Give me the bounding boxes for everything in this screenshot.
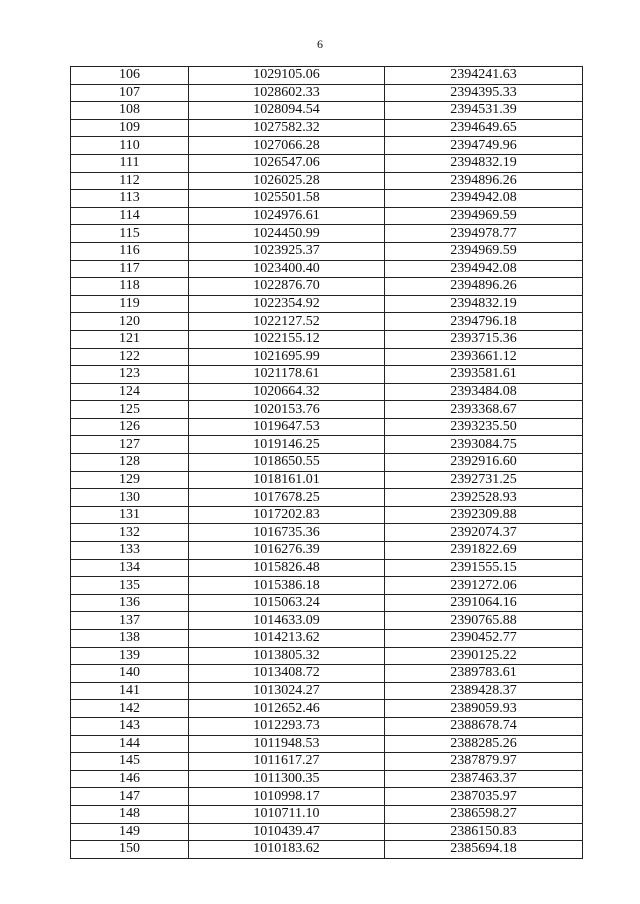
- y-coordinate-cell: 2393235.50: [385, 418, 583, 436]
- y-coordinate-cell: 2393484.08: [385, 383, 583, 401]
- y-coordinate-cell: 2391064.16: [385, 594, 583, 612]
- y-coordinate-cell: 2387035.97: [385, 788, 583, 806]
- table-row: [71, 735, 583, 753]
- x-coordinate-cell: 1020153.76: [189, 401, 385, 419]
- point-number-cell: 106: [71, 67, 189, 85]
- table-row: [71, 524, 583, 542]
- point-number-cell: 122: [71, 348, 189, 366]
- point-number-cell: 120: [71, 313, 189, 331]
- table-row: [71, 841, 583, 859]
- point-number-cell: 124: [71, 383, 189, 401]
- x-coordinate-cell: 1026025.28: [189, 172, 385, 190]
- y-coordinate-cell: 2386598.27: [385, 805, 583, 823]
- table-row: [71, 647, 583, 665]
- table-row: [71, 154, 583, 172]
- y-coordinate-cell: 2394942.08: [385, 190, 583, 208]
- x-coordinate-cell: 1010183.62: [189, 841, 385, 859]
- y-coordinate-cell: 2394978.77: [385, 225, 583, 243]
- table-row: [71, 788, 583, 806]
- y-coordinate-cell: 2394832.19: [385, 154, 583, 172]
- table-row: [71, 172, 583, 190]
- point-number-cell: 111: [71, 154, 189, 172]
- table-row: [71, 717, 583, 735]
- table-row: [71, 225, 583, 243]
- point-number-cell: 150: [71, 841, 189, 859]
- point-number-cell: 144: [71, 735, 189, 753]
- x-coordinate-cell: 1028094.54: [189, 102, 385, 120]
- x-coordinate-cell: 1017202.83: [189, 506, 385, 524]
- table-row: [71, 682, 583, 700]
- x-coordinate-cell: 1013408.72: [189, 665, 385, 683]
- x-coordinate-cell: 1021695.99: [189, 348, 385, 366]
- x-coordinate-cell: 1016735.36: [189, 524, 385, 542]
- table-row: [71, 489, 583, 507]
- y-coordinate-cell: 2393715.36: [385, 330, 583, 348]
- table-row: [71, 313, 583, 331]
- table-row: [71, 506, 583, 524]
- table-row: [71, 700, 583, 718]
- table-row: [71, 559, 583, 577]
- point-number-cell: 112: [71, 172, 189, 190]
- x-coordinate-cell: 1026547.06: [189, 154, 385, 172]
- y-coordinate-cell: 2391822.69: [385, 542, 583, 560]
- y-coordinate-cell: 2393084.75: [385, 436, 583, 454]
- point-number-cell: 108: [71, 102, 189, 120]
- y-coordinate-cell: 2394649.65: [385, 119, 583, 137]
- table-row: [71, 278, 583, 296]
- y-coordinate-cell: 2394896.26: [385, 172, 583, 190]
- point-number-cell: 136: [71, 594, 189, 612]
- y-coordinate-cell: 2390452.77: [385, 630, 583, 648]
- y-coordinate-cell: 2394832.19: [385, 295, 583, 313]
- y-coordinate-cell: 2394896.26: [385, 278, 583, 296]
- point-number-cell: 146: [71, 770, 189, 788]
- point-number-cell: 127: [71, 436, 189, 454]
- point-number-cell: 134: [71, 559, 189, 577]
- x-coordinate-cell: 1016276.39: [189, 542, 385, 560]
- table-row: [71, 242, 583, 260]
- x-coordinate-cell: 1015826.48: [189, 559, 385, 577]
- table-row: [71, 594, 583, 612]
- page-number: 6: [317, 37, 323, 51]
- point-number-cell: 138: [71, 630, 189, 648]
- point-number-cell: 131: [71, 506, 189, 524]
- table-row: [71, 542, 583, 560]
- point-number-cell: 130: [71, 489, 189, 507]
- table-row: [71, 612, 583, 630]
- table-row: [71, 366, 583, 384]
- table-row: [71, 330, 583, 348]
- point-number-cell: 142: [71, 700, 189, 718]
- x-coordinate-cell: 1014633.09: [189, 612, 385, 630]
- point-number-cell: 141: [71, 682, 189, 700]
- x-coordinate-cell: 1015386.18: [189, 577, 385, 595]
- point-number-cell: 110: [71, 137, 189, 155]
- x-coordinate-cell: 1017678.25: [189, 489, 385, 507]
- point-number-cell: 114: [71, 207, 189, 225]
- point-number-cell: 135: [71, 577, 189, 595]
- y-coordinate-cell: 2394749.96: [385, 137, 583, 155]
- table-row: [71, 348, 583, 366]
- coordinates-table: [70, 66, 583, 859]
- point-number-cell: 119: [71, 295, 189, 313]
- x-coordinate-cell: 1014213.62: [189, 630, 385, 648]
- y-coordinate-cell: 2392074.37: [385, 524, 583, 542]
- x-coordinate-cell: 1022127.52: [189, 313, 385, 331]
- point-number-cell: 117: [71, 260, 189, 278]
- table-row: [71, 67, 583, 85]
- point-number-cell: 125: [71, 401, 189, 419]
- x-coordinate-cell: 1028602.33: [189, 84, 385, 102]
- table-row: [71, 823, 583, 841]
- x-coordinate-cell: 1010439.47: [189, 823, 385, 841]
- point-number-cell: 137: [71, 612, 189, 630]
- x-coordinate-cell: 1012293.73: [189, 717, 385, 735]
- point-number-cell: 143: [71, 717, 189, 735]
- table-row: [71, 753, 583, 771]
- table-row: [71, 665, 583, 683]
- point-number-cell: 128: [71, 454, 189, 472]
- point-number-cell: 147: [71, 788, 189, 806]
- table-row: [71, 207, 583, 225]
- x-coordinate-cell: 1012652.46: [189, 700, 385, 718]
- y-coordinate-cell: 2394531.39: [385, 102, 583, 120]
- x-coordinate-cell: 1019647.53: [189, 418, 385, 436]
- point-number-cell: 133: [71, 542, 189, 560]
- x-coordinate-cell: 1027066.28: [189, 137, 385, 155]
- table-row: [71, 260, 583, 278]
- y-coordinate-cell: 2394395.33: [385, 84, 583, 102]
- point-number-cell: 107: [71, 84, 189, 102]
- y-coordinate-cell: 2387879.97: [385, 753, 583, 771]
- point-number-cell: 109: [71, 119, 189, 137]
- point-number-cell: 126: [71, 418, 189, 436]
- x-coordinate-cell: 1011948.53: [189, 735, 385, 753]
- x-coordinate-cell: 1022876.70: [189, 278, 385, 296]
- x-coordinate-cell: 1022354.92: [189, 295, 385, 313]
- y-coordinate-cell: 2393581.61: [385, 366, 583, 384]
- y-coordinate-cell: 2393368.67: [385, 401, 583, 419]
- table-row: [71, 770, 583, 788]
- x-coordinate-cell: 1029105.06: [189, 67, 385, 85]
- table-row: [71, 418, 583, 436]
- x-coordinate-cell: 1023400.40: [189, 260, 385, 278]
- x-coordinate-cell: 1023925.37: [189, 242, 385, 260]
- x-coordinate-cell: 1024450.99: [189, 225, 385, 243]
- y-coordinate-cell: 2388285.26: [385, 735, 583, 753]
- y-coordinate-cell: 2388678.74: [385, 717, 583, 735]
- x-coordinate-cell: 1011617.27: [189, 753, 385, 771]
- y-coordinate-cell: 2392916.60: [385, 454, 583, 472]
- x-coordinate-cell: 1027582.32: [189, 119, 385, 137]
- point-number-cell: 115: [71, 225, 189, 243]
- x-coordinate-cell: 1018161.01: [189, 471, 385, 489]
- table-row: [71, 137, 583, 155]
- table-row: [71, 805, 583, 823]
- y-coordinate-cell: 2390765.88: [385, 612, 583, 630]
- x-coordinate-cell: 1021178.61: [189, 366, 385, 384]
- point-number-cell: 116: [71, 242, 189, 260]
- table-row: [71, 630, 583, 648]
- point-number-cell: 123: [71, 366, 189, 384]
- table-row: [71, 295, 583, 313]
- point-number-cell: 149: [71, 823, 189, 841]
- y-coordinate-cell: 2385694.18: [385, 841, 583, 859]
- x-coordinate-cell: 1020664.32: [189, 383, 385, 401]
- y-coordinate-cell: 2389428.37: [385, 682, 583, 700]
- y-coordinate-cell: 2389783.61: [385, 665, 583, 683]
- point-number-cell: 145: [71, 753, 189, 771]
- y-coordinate-cell: 2390125.22: [385, 647, 583, 665]
- point-number-cell: 139: [71, 647, 189, 665]
- table-row: [71, 577, 583, 595]
- x-coordinate-cell: 1019146.25: [189, 436, 385, 454]
- x-coordinate-cell: 1018650.55: [189, 454, 385, 472]
- x-coordinate-cell: 1013805.32: [189, 647, 385, 665]
- table-row: [71, 436, 583, 454]
- y-coordinate-cell: 2389059.93: [385, 700, 583, 718]
- y-coordinate-cell: 2387463.37: [385, 770, 583, 788]
- y-coordinate-cell: 2393661.12: [385, 348, 583, 366]
- table-row: [71, 102, 583, 120]
- y-coordinate-cell: 2394942.08: [385, 260, 583, 278]
- table-row: [71, 119, 583, 137]
- x-coordinate-cell: 1025501.58: [189, 190, 385, 208]
- y-coordinate-cell: 2386150.83: [385, 823, 583, 841]
- table-row: [71, 454, 583, 472]
- table-row: [71, 383, 583, 401]
- x-coordinate-cell: 1015063.24: [189, 594, 385, 612]
- point-number-cell: 148: [71, 805, 189, 823]
- y-coordinate-cell: 2392528.93: [385, 489, 583, 507]
- x-coordinate-cell: 1011300.35: [189, 770, 385, 788]
- y-coordinate-cell: 2392731.25: [385, 471, 583, 489]
- y-coordinate-cell: 2394796.18: [385, 313, 583, 331]
- y-coordinate-cell: 2394969.59: [385, 207, 583, 225]
- point-number-cell: 118: [71, 278, 189, 296]
- x-coordinate-cell: 1010998.17: [189, 788, 385, 806]
- y-coordinate-cell: 2394969.59: [385, 242, 583, 260]
- x-coordinate-cell: 1010711.10: [189, 805, 385, 823]
- point-number-cell: 140: [71, 665, 189, 683]
- point-number-cell: 121: [71, 330, 189, 348]
- y-coordinate-cell: 2391555.15: [385, 559, 583, 577]
- point-number-cell: 132: [71, 524, 189, 542]
- point-number-cell: 113: [71, 190, 189, 208]
- table-row: [71, 401, 583, 419]
- y-coordinate-cell: 2391272.06: [385, 577, 583, 595]
- table-row: [71, 84, 583, 102]
- x-coordinate-cell: 1022155.12: [189, 330, 385, 348]
- table-row: [71, 190, 583, 208]
- x-coordinate-cell: 1024976.61: [189, 207, 385, 225]
- x-coordinate-cell: 1013024.27: [189, 682, 385, 700]
- point-number-cell: 129: [71, 471, 189, 489]
- y-coordinate-cell: 2392309.88: [385, 506, 583, 524]
- y-coordinate-cell: 2394241.63: [385, 67, 583, 85]
- table-row: [71, 471, 583, 489]
